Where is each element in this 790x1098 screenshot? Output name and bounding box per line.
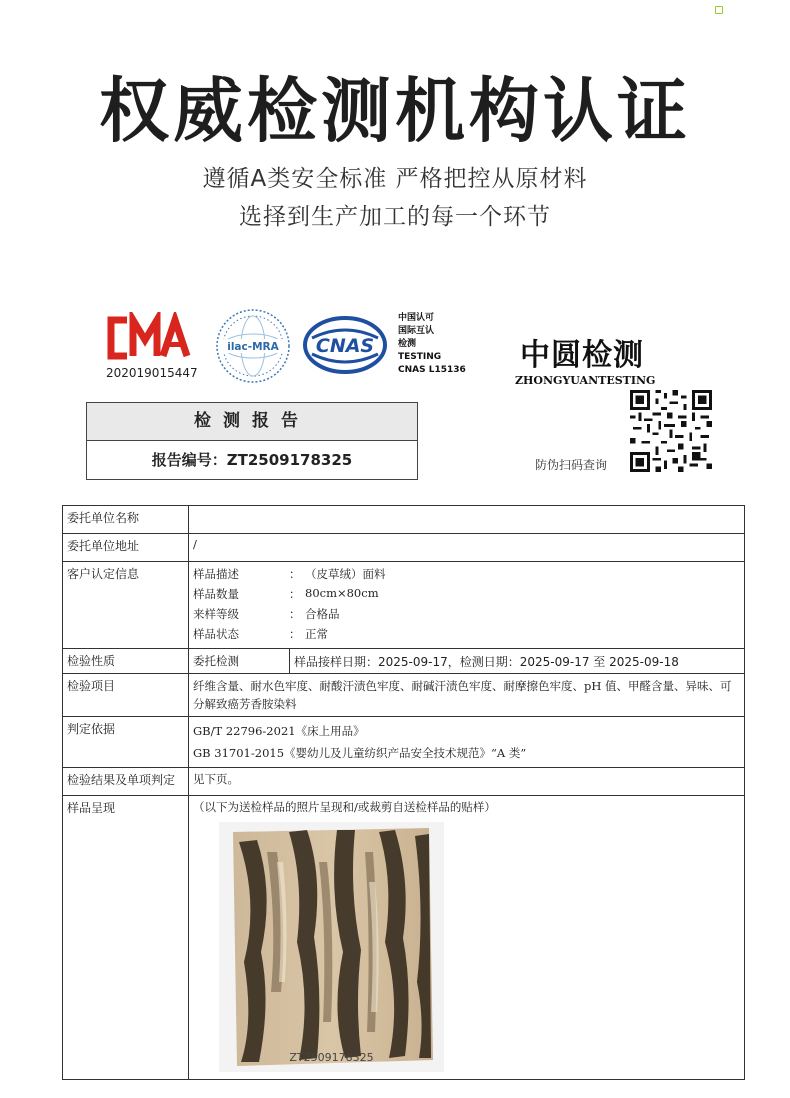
result-label: 检验结果及单项判定	[63, 768, 189, 796]
basis-cell	[189, 717, 745, 768]
info-value: 正常	[305, 627, 328, 641]
cnas-line: CNAS L15136	[398, 365, 466, 375]
info-key: 来样等级	[193, 607, 239, 621]
info-sep: ：	[289, 567, 301, 581]
table-row	[63, 674, 745, 717]
page-title: 权威检测机构认证	[99, 70, 691, 152]
report-heading: 检测报告	[87, 403, 417, 441]
ilac-text: ilac-MRA	[227, 341, 279, 353]
sample-label: 样品呈现	[63, 796, 189, 1080]
sample-note: （以下为送检样品的照片呈现和/或裁剪自送检样品的贴样）	[193, 800, 496, 814]
info-key: 样品状态	[193, 627, 239, 641]
lab-name-en: ZHONGYUANTESTING	[515, 374, 656, 387]
sample-cell	[189, 796, 745, 1080]
list-item	[193, 605, 386, 625]
info-sep: ：	[289, 587, 301, 601]
table-row	[63, 717, 745, 768]
result-value: 见下页。	[189, 768, 745, 796]
info-sep: ：	[289, 627, 301, 641]
list-item	[193, 625, 386, 645]
items-label: 检验项目	[63, 674, 189, 717]
info-value: 80cm×80cm	[305, 586, 379, 600]
report-number: 报告编号：ZT2509178325	[151, 451, 353, 469]
cnas-line: 检测	[398, 339, 417, 349]
table-row	[63, 768, 745, 796]
cnas-line: 国际互认	[398, 326, 435, 336]
photo-caption: ZT2509178325	[289, 1051, 374, 1064]
cnas-line: 中国认可	[398, 313, 435, 323]
customer-info-cell	[189, 562, 745, 649]
fur-fabric-image	[219, 822, 444, 1072]
table-row	[63, 649, 745, 674]
nature-label: 检验性质	[63, 649, 189, 674]
subtitle-line-2: 选择到生产加工的每一个环节	[239, 204, 551, 230]
customer-info-label: 客户认定信息	[63, 562, 189, 649]
cma-logo	[105, 312, 195, 364]
qr-code[interactable]	[628, 390, 714, 472]
report-table	[62, 505, 745, 1080]
list-item	[193, 585, 386, 605]
info-value: （皮草绒）面料	[305, 567, 386, 581]
info-key: 样品描述	[193, 567, 239, 581]
client-address-value: /	[189, 534, 745, 562]
subtitle-line-1: 遵循A类安全标准 严格把控从原材料	[202, 166, 588, 192]
info-sep: ：	[289, 607, 301, 621]
table-row	[63, 562, 745, 649]
client-name-label: 委托单位名称	[63, 506, 189, 534]
sample-photo	[219, 822, 444, 1072]
list-item	[193, 565, 386, 585]
qr-label: 防伪扫码查询	[535, 458, 608, 472]
basis-line: GB/T 22796-2021《床上用品》	[193, 724, 365, 738]
cnas-logo	[302, 316, 388, 374]
ilac-mra-logo	[215, 308, 291, 384]
info-key: 样品数量	[193, 587, 239, 601]
test-dates: 样品接样日期：2025-09-17，检测日期：2025-09-17 至 2025-09-18	[294, 654, 679, 669]
info-value: 合格品	[305, 607, 340, 621]
cnas-line: TESTING	[398, 352, 442, 362]
cnas-accreditation-text	[398, 312, 466, 377]
basis-label: 判定依据	[63, 717, 189, 768]
table-row	[63, 506, 745, 534]
nature-value: 委托检测	[189, 649, 290, 673]
report-box	[86, 402, 418, 480]
client-name-value	[189, 506, 745, 534]
table-row	[63, 534, 745, 562]
cnas-text: CNAS	[315, 335, 375, 357]
corner-mark	[715, 6, 723, 14]
client-address-label: 委托单位地址	[63, 534, 189, 562]
table-row	[63, 796, 745, 1080]
lab-name-cn: 中圆检测	[520, 338, 644, 373]
basis-line: GB 31701-2015《婴幼儿及儿童纺织产品安全技术规范》“A 类”	[193, 746, 527, 760]
items-value: 纤维含量、耐水色牢度、耐酸汗渍色牢度、耐碱汗渍色牢度、耐摩擦色牢度、pH 值、甲醛含量、异味、可分解致癌芳香胺染料	[189, 674, 745, 717]
nature-cell	[189, 649, 745, 674]
cma-number: 202019015447	[106, 366, 198, 380]
customer-info-list	[193, 565, 386, 645]
